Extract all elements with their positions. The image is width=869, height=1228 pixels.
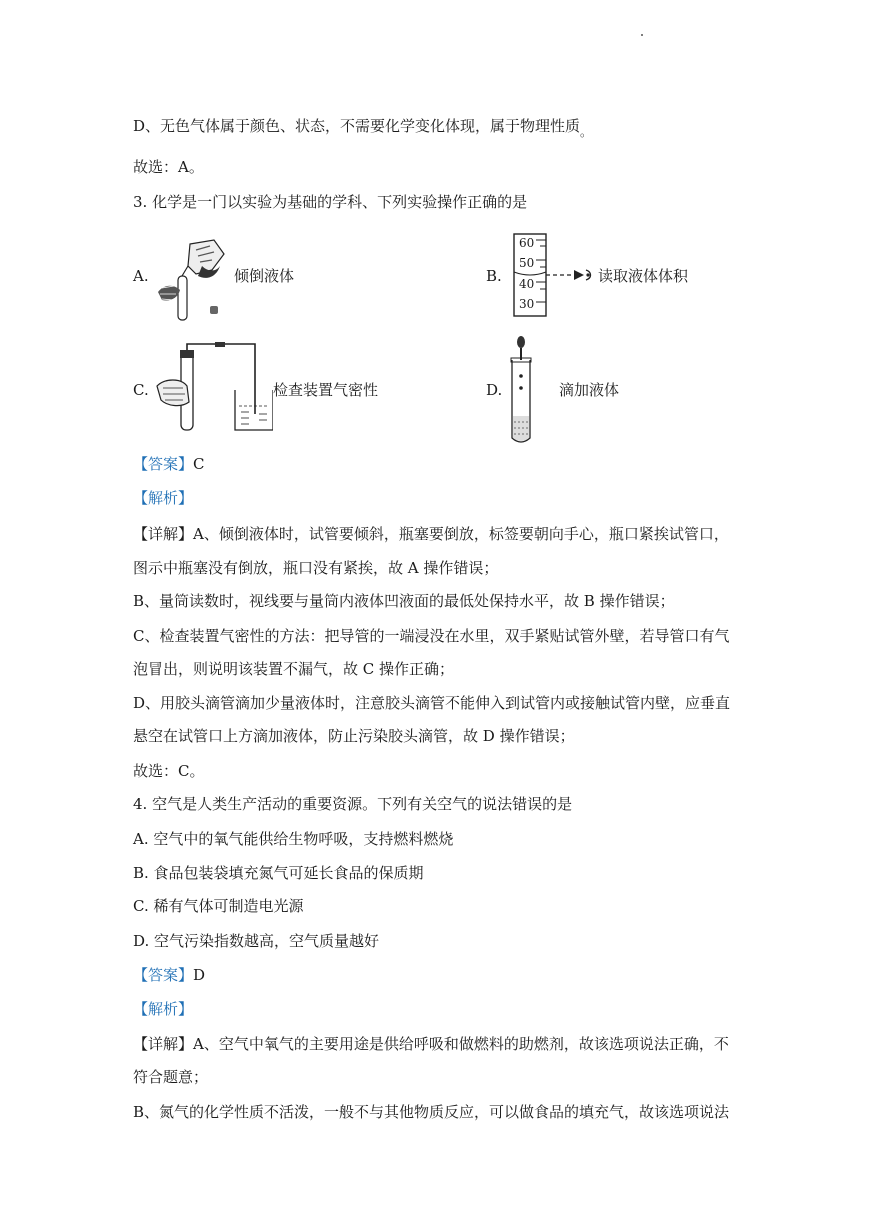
- option-a-letter: A.: [133, 267, 149, 285]
- detail-3-d-line2: 悬空在试管口上方滴加液体，防止污染胶头滴管，故 D 操作错误；: [133, 727, 575, 745]
- tick-60: 60: [519, 236, 535, 250]
- analysis-4-heading: 【解析】: [133, 1000, 194, 1018]
- page-dot: [641, 34, 643, 36]
- line-option-d-explanation: D、无色气体属于颜色、状态，不需要化学变化体现，属于物理性质$_。$: [133, 117, 593, 139]
- tick-50: 50: [519, 256, 535, 270]
- option-b-letter: B.: [486, 267, 502, 285]
- line-conclusion-2: 故选：A。: [133, 158, 204, 176]
- question-4-option-d: D. 空气污染指数越高，空气质量越好: [133, 932, 380, 950]
- figure-a-label: 倾倒液体: [234, 267, 295, 285]
- detail-3-d-line1: D、用胶头滴管滴加少量液体时，注意胶头滴管不能伸入到试管内或接触试管内壁，应垂直: [133, 694, 731, 712]
- analysis-3-heading: 【解析】: [133, 489, 194, 507]
- figure-b-label: 读取液体体积: [598, 267, 689, 285]
- question-4-option-a: A. 空气中的氧气能供给生物呼吸，支持燃料燃烧: [133, 830, 454, 848]
- question-3-stem: 3. 化学是一门以实验为基础的学科、下列实验操作正确的是: [133, 193, 528, 211]
- detail-3-c-line2: 泡冒出，则说明该装置不漏气，故 C 操作正确；: [133, 660, 455, 678]
- option-c-letter: C.: [133, 381, 149, 399]
- answer-3: 【答案】C: [133, 455, 205, 473]
- detail-3-c-line1: C、检查装置气密性的方法：把导管的一端浸没在水里，双手紧贴试管外壁，若导管口有气: [133, 627, 730, 645]
- figure-c-label: 检查装置气密性: [273, 381, 379, 399]
- option-d-letter: D.: [486, 381, 503, 399]
- detail-4-a-line1: 【详解】A、空气中氧气的主要用途是供给呼吸和做燃料的助燃剂，故该选项说法正确，不: [133, 1035, 729, 1053]
- figure-airtightness-check: [155, 342, 273, 434]
- question-4-option-c: C. 稀有气体可制造电光源: [133, 897, 304, 915]
- question-4-option-b: B. 食品包装袋填充氮气可延长食品的保质期: [133, 864, 424, 882]
- detail-3-a-line1: 【详解】A、倾倒液体时，试管要倾斜，瓶塞要倒放，标签要朝向手心，瓶口紧挨试管口，: [133, 525, 729, 543]
- question-4-stem: 4. 空气是人类生产活动的重要资源。下列有关空气的说法错误的是: [133, 795, 573, 813]
- answer-4: 【答案】D: [133, 966, 206, 984]
- detail-3-a-line2: 图示中瓶塞没有倒放，瓶口没有紧挨，故 A 操作错误；: [133, 559, 499, 577]
- tick-30: 30: [519, 297, 535, 311]
- detail-4-a-line2: 符合题意；: [133, 1068, 209, 1086]
- figure-pour-liquid: [152, 236, 228, 322]
- figure-dropping-liquid: [508, 334, 534, 446]
- figure-d-label: 滴加液体: [559, 381, 620, 399]
- conclusion-3: 故选：C。: [133, 762, 205, 780]
- tick-40: 40: [519, 277, 535, 291]
- detail-3-b: B、量筒读数时，视线要与量筒内液体凹液面的最低处保持水平，故 B 操作错误；: [133, 592, 675, 610]
- detail-4-b-line1: B、氮气的化学性质不活泼，一般不与其他物质反应，可以做食品的填充气，故该选项说法: [133, 1103, 730, 1121]
